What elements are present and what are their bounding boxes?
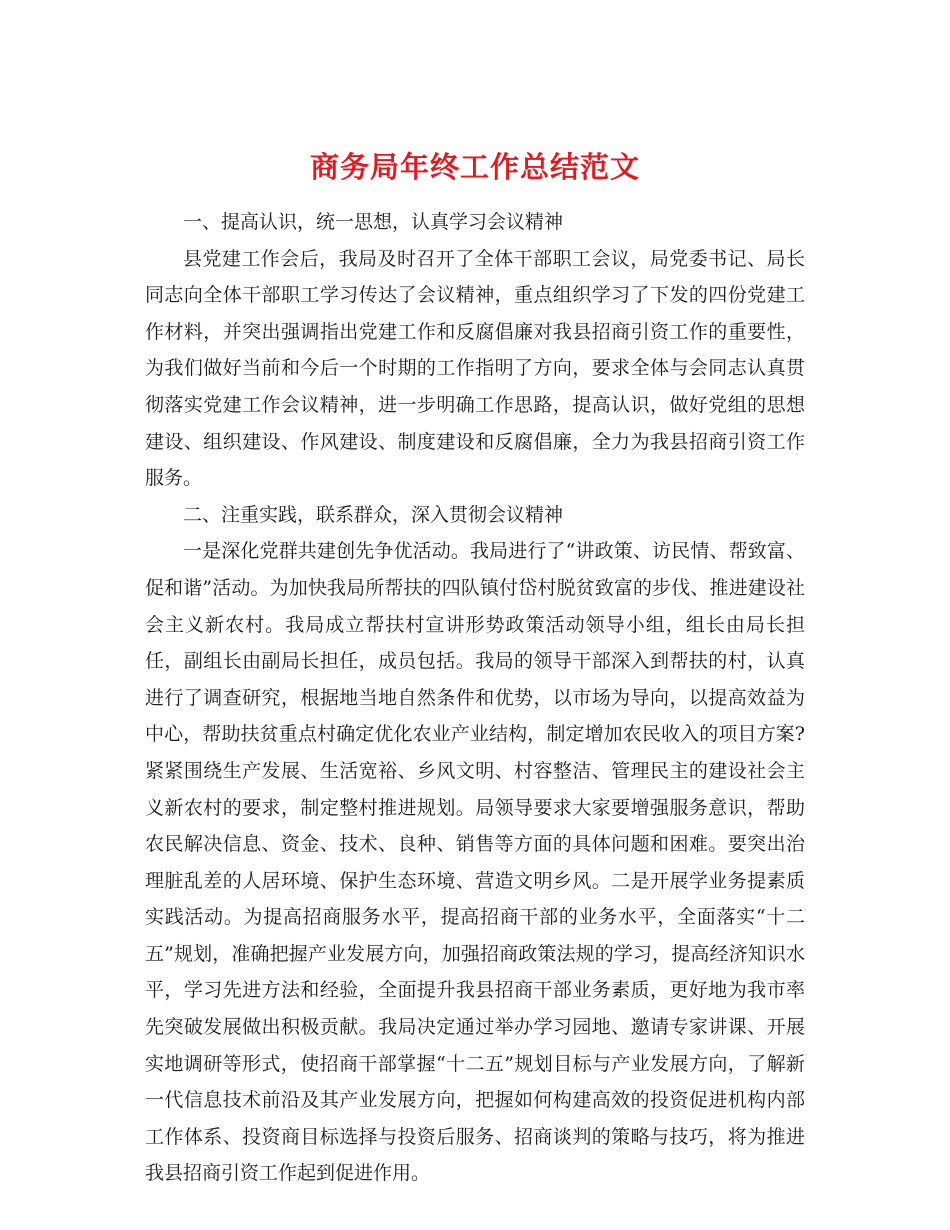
document-title: 商务局年终工作总结范文 [309,150,640,185]
paragraph-2: 一是深化党群共建创先争优活动。我局进行了“讲政策、访民情、帮致富、促和谐”活动。为加快我局所帮扶的四队镇付岱村脱贫致富的步伐、推进建设社会主义新农村。我局成立帮扶村宣讲形势政策活动领导小组，组长由局长担任，副组长由副局长担任，成员包括。我局的领导干部深入到帮扶的村，认真进行了调查研究，根据地当地自然条件和优势，以市场为导向，以提高效益为中心，帮助扶贫重点村确定优化农业产业结构，制定增加农民收入的项目方案?紧紧围绕生产发展、生活宽裕、乡风文明、村容整洁、管理民主的建设社会主义新农村的要求，制定整村推进规划。局领导要求大家要增强服务意识，帮助农民解决信息、资金、技术、良种、销售等方面的具体问题和困难。要突出治理脏乱差的人居环境、保护生态环境、营造文明乡风。二是开展学业务提素质实践活动。为提高招商服务水平，提高招商干部的业务水平，全面落实“十二五”规划，准确把握产业发展方向，加强招商政策法规的学习，提高经济知识水平，学习先进方法和经验，全面提升我县招商干部业务素质，更好地为我市率先突破发展做出积极贡献。我局决定通过举办学习园地、邀请专家讲课、开展实地调研等形式，使招商干部掌握“十二五”规划目标与产业发展方向，了解新一代信息技术前沿及其产业发展方向，把握如何构建高效的投资促进机构内部工作体系、投资商目标选择与投资后服务、招商谈判的策略与技巧，将为推进我县招商引资工作起到促进作用。 [145,540,805,1185]
section-heading-2: 二、注重实践，联系群众，深入贯彻会议精神 [183,503,564,526]
section-heading-1: 一、提高认识，统一思想，认真学习会议精神 [183,211,564,233]
paragraph-1: 县党建工作会后，我局及时召开了全体干部职工会议，局党委书记、局长同志向全体干部职工学习传达了会议精神，重点组织学习了下发的四份党建工作材料，并突出强调指出党建工作和反腐倡廉对我县招商引资工作的重要性，为我们做好当前和今后一个时期的工作指明了方向，要求全体与会同志认真贯彻落实党建工作会议精神，进一步明确工作思路，提高认识，做好党组的思想建设、组织建设、作风建设、制度建设和反腐倡廉，全力为我县招商引资工作服务。 [145,247,805,490]
document-body [145,204,805,1192]
